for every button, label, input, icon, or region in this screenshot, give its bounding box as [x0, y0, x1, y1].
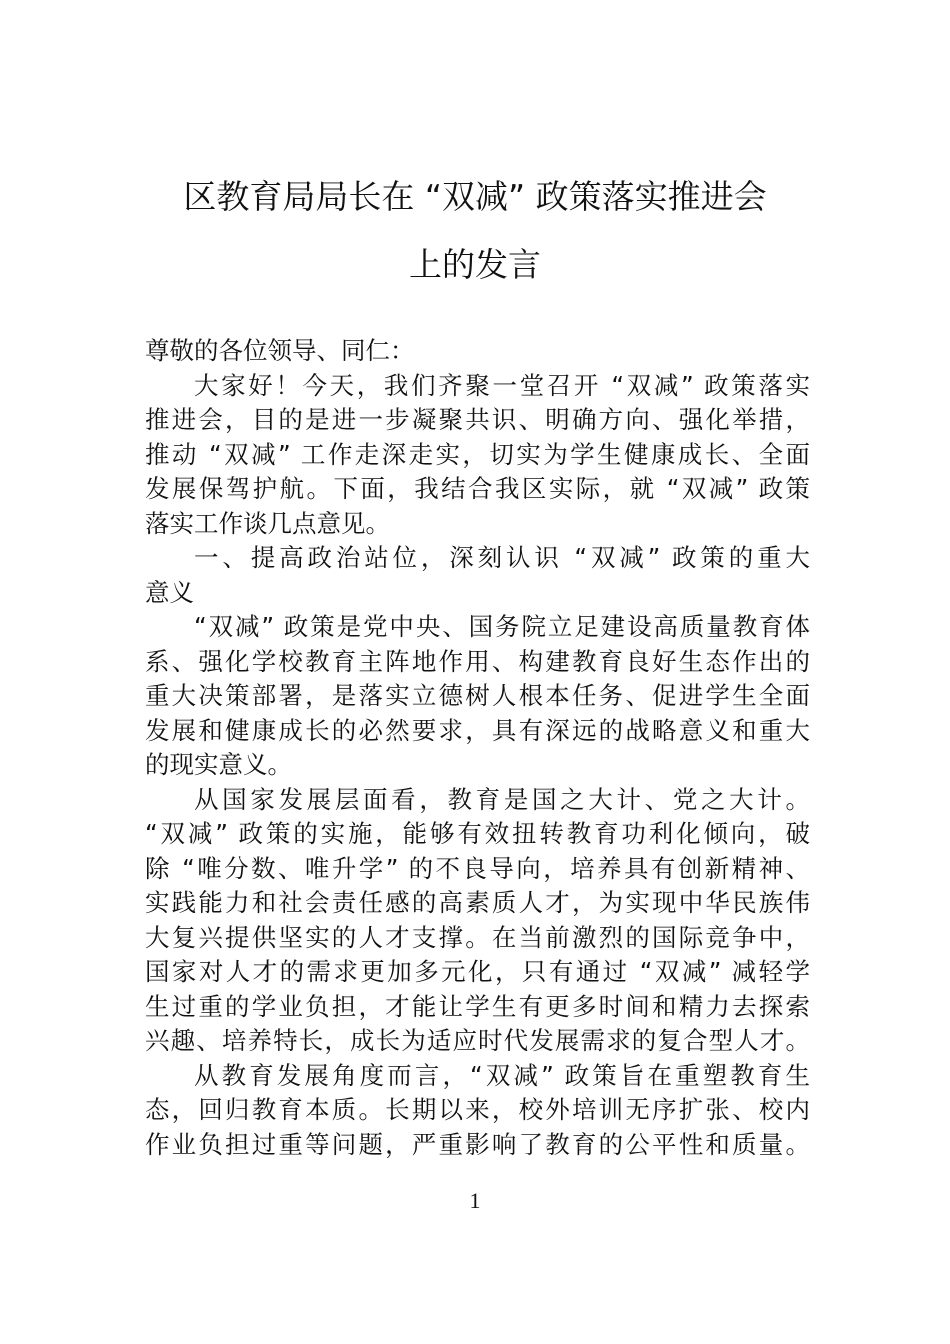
text-line: 的现实意义。 [145, 750, 292, 779]
text-line: “双减” 政策是党中央、国务院立足建设高质量教育体 [194, 612, 810, 641]
text-line: 发展保驾护航。下面，我结合我区实际，就 “双减” 政策 [145, 474, 810, 503]
text-line: 推进会，目的是进一步凝聚共识、明确方向、强化举措， [145, 405, 810, 434]
document-title-line-1: 区教育局局长在 “双减” 政策落实推进会 [183, 177, 767, 216]
text-line: 除 “唯分数、唯升学” 的不良导向，培养具有创新精神、 [145, 853, 810, 883]
text-line: 推动 “双减” 工作走深走实，切实为学生健康成长、全面 [145, 439, 810, 469]
text-line: 落实工作谈几点意见。 [145, 508, 390, 538]
text-line: 大复兴提供坚实的人才支撑。在当前激烈的国际竞争中， [145, 922, 810, 952]
text-line: 生过重的学业负担，才能让学生有更多时间和精力去探索 [145, 991, 810, 1021]
text-line: “双减” 政策的实施，能够有效扭转教育功利化倾向，破 [145, 819, 810, 848]
text-line: 系、强化学校教育主阵地作用、构建教育良好生态作出的 [145, 646, 810, 676]
paragraph-national-level [145, 783, 810, 1059]
text-line: 态，回归教育本质。长期以来，校外培训无序扩张、校内 [145, 1095, 810, 1124]
document-title-line-2: 上的发言 [409, 245, 541, 284]
text-line: 大家好！今天，我们齐聚一堂召开 “双减” 政策落实 [194, 370, 810, 400]
heading-line: 意义 [145, 577, 194, 607]
section-heading-1 [145, 541, 810, 610]
document-body [145, 334, 810, 1162]
salutation: 尊敬的各位领导、同仁： [145, 336, 415, 365]
paragraph-significance [145, 610, 810, 783]
page-number: 1 [469, 1188, 481, 1213]
text-line: 实践能力和社会责任感的高素质人才，为实现中华民族伟 [145, 888, 810, 917]
text-line: 国家对人才的需求更加多元化，只有通过 “双减” 减轻学 [145, 957, 810, 986]
text-line: 重大决策部署，是落实立德树人根本任务、促进学生全面 [145, 681, 810, 710]
text-line: 从教育发展角度而言，“双减” 政策旨在重塑教育生 [194, 1060, 810, 1090]
paragraph-education-development [145, 1059, 810, 1163]
text-line: 作业负担过重等问题，严重影响了教育的公平性和质量。 [145, 1129, 810, 1159]
heading-line: 一、提高政治站位，深刻认识 “双减” 政策的重大 [194, 543, 810, 572]
text-line: 发展和健康成长的必然要求，具有深远的战略意义和重大 [145, 715, 810, 745]
text-line: 兴趣、培养特长，成长为适应时代发展需求的复合型人才。 [145, 1026, 810, 1055]
paragraph-opening [145, 369, 810, 542]
text-line: 从国家发展层面看，教育是国之大计、党之大计。 [194, 784, 810, 814]
